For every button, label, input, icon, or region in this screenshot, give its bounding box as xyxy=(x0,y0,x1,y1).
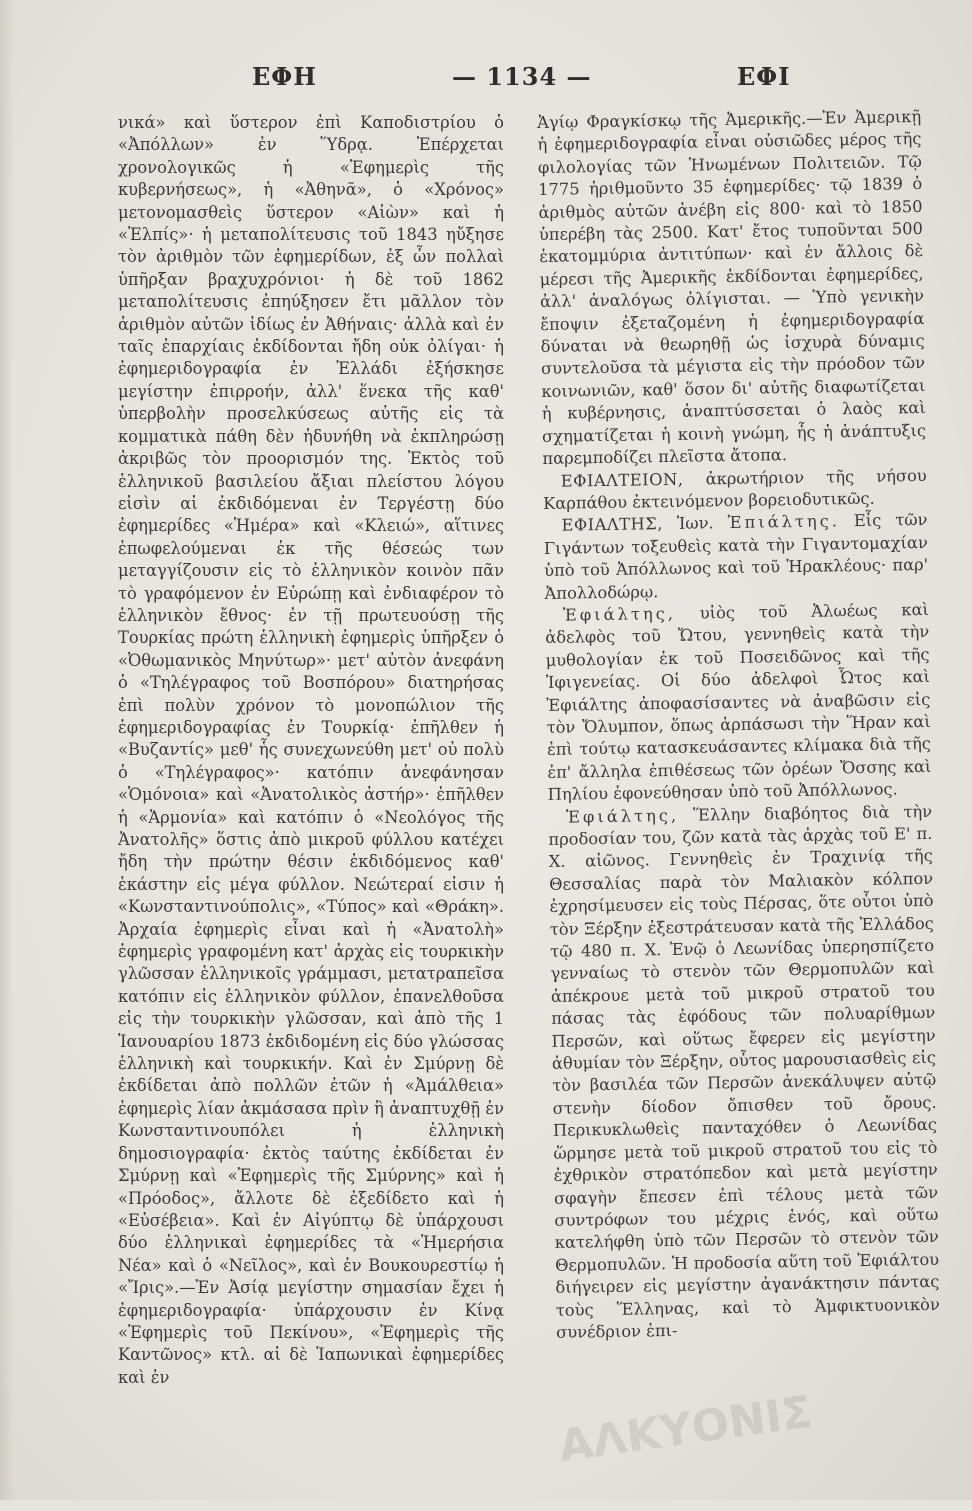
entry-headword: ΕΦΙΑΛΤΗΣ, xyxy=(561,514,664,535)
running-head-right: ΕΦΙ xyxy=(737,62,791,91)
right-column-continuation: Ἁγίῳ Φραγκίσκῳ τῆς Ἀμερικῆς.—Ἐν Ἀμερικῇ ἡ ἐφημεριδογραφία εἶναι οὐσιῶδες μέρος τῆς φιλολογίας τῶν Ἡνωμένων Πολιτειῶν. Τῷ 1775 ἠριθμοῦντο 35 ἐφημερίδες· τῷ 1839 ὁ ἀριθμὸς αὐτῶν ἀνέβη εἰς 800· καὶ τὸ 1850 ὑπερέβη τὰς 2500. Κατ' ἔτος τυποῦνται 500 ἑκατομμύρια ἀντιτύπων· καὶ ἐν ἄλλοις δὲ μέρεσι τῆς Ἀμερικῆς ἐκδίδονται ἐφημερίδες, ἀλλ' ἀναλόγως ὀλίγισται. — Ὑπὸ γενικὴν ἔποψιν ἐξεταζομένη ἡ ἐφημεριδογραφία δύναται νὰ θεωρηθῇ ὡς ἰσχυρὰ δύναμις συντελοῦσα τὰ μέγιστα εἰς τὴν πρόοδον τῶν κοινωνιῶν, καθ' ὅσον δι' αὐτῆς διαφωτίζεται ἡ κυβέρνησις, ἀναπτύσσεται ὁ λαὸς καὶ σχηματίζεται ἡ κοινὴ γνώμη, ἧς ἡ ἀνάπτυξις παρεμποδίζει πλεῖστα ἄτοπα. xyxy=(537,106,927,469)
page-spine-shadow xyxy=(0,0,14,1500)
left-column-text: νικά» καὶ ὕστερον ἐπὶ Καποδιστρίου ὁ «Ἀπόλλων» ἐν Ὕδρᾳ. Ἐπέρχεται χρονολογικῶς ἡ «Ἐφημερὶς τῆς κυβερνήσεως», ἡ «Ἀθηνᾶ», ὁ «Χρόνος» μετονομασθεὶς ὕστερον «Αἰὼν» καὶ ἡ «Ἐλπίς»· ἡ μεταπολίτευσις τοῦ 1843 ηὔξησε τὸν ἀριθμὸν τῶν ἐφημερίδων, ἐξ ὧν πολλαὶ ὑπῆρξαν βραχυχρόνιοι· ἡ δὲ τοῦ 1862 μεταπολίτευσις ἐπηύξησεν ἔτι μᾶλλον τὸν ἀριθμὸν αὐτῶν ἰδίως ἐν Ἀθήναις· ἀλλὰ καὶ ἐν ταῖς ἐπαρχίαις ἐκδίδονται ἤδη οὐκ ὀλίγαι· ἡ ἐφημεριδογραφία ἐν Ἑλλάδι ἐξήσκησε μεγίστην ἐπιρροήν, ἀλλ' ἕνεκα τῆς καθ' ὑπερβολὴν προσελκύσεως αὐτῆς εἰς τὰ κομματικὰ πάθη δὲν ἠδυνήθη νὰ ἐκπληρώσῃ ἀκριβῶς τὸν προορισμόν της. Ἐκτὸς τοῦ ἑλληνικοῦ βασιλείου ἄξιαι πλείστου λόγου εἰσὶν αἱ ἐκδιδόμεναι ἐν Τεργέστῃ δύο ἐφημερίδες «Ἡμέρα» καὶ «Κλειώ», αἵτινες ἐπωφελούμεναι ἐκ τῆς θέσεώς των μεταγγίζουσιν εἰς τὸ ἑλληνικὸν κοινὸν πᾶν τὸ γραφόμενον ἐν Εὐρώπῃ καὶ ἐνδιαφέρον τὸ ἑλληνικὸν ἔθνος· ἐν τῇ πρωτευούσῃ τῆς Τουρκίας πρώτη ἑλληνικὴ ἐφημερὶς ὑπῆρξεν ὁ «Ὀθωμανικὸς Μηνύτωρ»· μετ' αὐτὸν ἀνεφάνη ὁ «Τηλέγραφος τοῦ Βοσπόρου» διατηρήσας ἐπὶ πολὺν χρόνον τὸ μονοπώλιον τῆς ἐφημεριδογραφίας ἐν Τουρκίᾳ· ἐπῆλθεν ἡ «Βυζαντίς» μεθ' ἧς συνεχωνεύθη μετ' οὐ πολὺ ὁ «Τηλέγραφος»· κατόπιν ἀνεφάνησαν «Ὁμόνοια» καὶ «Ἀνατολικὸς ἀστήρ»· ἐπῆλθεν ἡ «Ἁρμονία» καὶ κατόπιν ὁ «Νεολόγος τῆς Ἀνατολῆς» ὅστις ἀπὸ μικροῦ φύλλου κατέχει ἤδη τὴν πρώτην θέσιν ἐκδιδόμενος καθ' ἑκάστην εἰς μέγα φύλλον. Νεώτεραί εἰσιν ἡ «Κωνσταντινούπολις», «Τύπος» καὶ «Θράκη». Ἀρχαία ἐφημερὶς εἶναι καὶ ἡ «Ἀνατολὴ» ἐφημερὶς γραφομένη κατ' ἀρχὰς εἰς τουρκικὴν γλῶσσαν ἑλληνικοῖς γράμμασι, μετατραπεῖσα κατόπιν εἰς ἑλληνικὸν φύλλον, ἐπανελθοῦσα εἰς τὴν τουρκικὴν γλῶσσαν, καὶ ἀπὸ τῆς 1 Ἰανουαρίου 1873 ἐκδιδομένη εἰς δύο γλώσσας ἑλληνικὴ καὶ τουρκικήν. Καὶ ἐν Σμύρνῃ δὲ ἐκδίδεται ἀπὸ πολλῶν ἐτῶν ἡ «Ἀμάλθεια» ἐφημερὶς λίαν ἀκμάσασα πρὶν ἢ ἀναπτυχθῇ ἐν Κωνσταντινουπόλει ἡ ἑλληνικὴ δημοσιογραφία· ἐκτὸς ταύτης ἐκδίδεται ἐν Σμύρνῃ καὶ «Ἐφημερὶς τῆς Σμύρνης» καὶ ἡ «Πρόοδος», ἄλλοτε δὲ ἐξεδίδετο καὶ ἡ «Εὐσέβεια». Καὶ ἐν Αἰγύπτῳ δὲ ὑπάρχουσι δύο ἑλληνικαὶ ἐφημερίδες τὰ «Ἡμερήσια Νέα» καὶ ὁ «Νεῖλος», καὶ ἐν Βουκουρεστίῳ ἡ «Ἴρις».—Ἐν Ἀσίᾳ μεγίστην σημασίαν ἔχει ἡ ἐφημεριδογραφία· ὑπάρχουσιν ἐν Κίνᾳ «Ἐφημερὶς τοῦ Πεκίνου», «Ἐφημερὶς τῆς Καντῶνος» κτλ. αἱ δὲ Ἰαπωνικαὶ ἐφημερίδες καὶ ἐν xyxy=(118,113,504,1387)
entry-body: υἱὸς τοῦ Ἀλωέως καὶ ἀδελφὸς τοῦ Ὤτου, γεννηθεὶς κατὰ τὴν μυθολογίαν ἐκ τοῦ Ποσειδῶνος καὶ τῆς Ἰφιγενείας. Οἱ δύο ἀδελφοὶ Ὦτος καὶ Ἐφιάλτης ἀποφασίσαντες νὰ ἀναβῶσιν εἰς τὸν Ὄλυμπον, ὅπως ἁρπάσωσι τὴν Ἥραν καὶ ἐπὶ τούτῳ κατασκευάσαντες κλίμακα διὰ τῆς ἐπ' ἄλληλα ἐπιθέσεως τῶν ὀρέων Ὄσσης καὶ Πηλίου ἐφονεύθησαν ὑπὸ τοῦ Ἀπόλλωνος. xyxy=(545,599,932,805)
entry-body: ἀκρωτήριον τῆς νήσου Καρπάθου ἐκτεινόμενον βορειοδυτικῶς. xyxy=(542,465,927,513)
entry-efialtis-2 xyxy=(545,599,932,807)
entry-spaced-name: Ἐφιάλτης, xyxy=(562,603,677,625)
right-column xyxy=(537,106,940,1344)
entry-efialtis-1 xyxy=(543,509,928,605)
entry-spaced-name: Ἐπιάλτης. xyxy=(727,511,841,533)
page-header xyxy=(0,62,972,102)
page-number: — 1134 — xyxy=(452,62,592,91)
entry-body: Ἕλλην διαβόητος διὰ τὴν προδοσίαν του, ζῶν κατὰ τὰς ἀρχὰς τοῦ Ε' π. Χ. αἰῶνος. Γεννηθεὶς ἐν Τραχινίᾳ τῆς Θεσσαλίας παρὰ τὸν Μαλιακὸν κόλπον ἐχρησίμευσεν εἰς τοὺς Πέρσας, ὅτε οὗτοι ὑπὸ τὸν Ξέρξην ἐξεστράτευσαν κατὰ τῆς Ἑλλάδος τῷ 480 π. Χ. Ἐνῷ ὁ Λεωνίδας ὑπερησπίζετο γενναίως τὸ στενὸν τῶν Θερμοπυλῶν καὶ ἀπέκρουε μετὰ τοῦ μικροῦ στρατοῦ του πάσας τὰς ἐφόδους τῶν πολυαρίθμων Περσῶν, καὶ οὕτως ἔφερεν εἰς μεγίστην ἀθυμίαν τὸν Ξέρξην, οὗτος μαρουσιασθεὶς εἰς τὸν βασιλέα τῶν Περσῶν ἀνεκάλυψεν αὐτῷ στενὴν δίοδον ὄπισθεν τοῦ ὄρους. Περικυκλωθεὶς πανταχόθεν ὁ Λεωνίδας ὥρμησε μετὰ τοῦ μικροῦ στρατοῦ του εἰς τὸ ἐχθρικὸν στρατόπεδον καὶ μετὰ μεγίστην σφαγὴν ἔπεσεν ἐπὶ τέλους μετὰ τῶν συντρόφων του μέχρις ἑνός, καὶ οὕτω κατελήφθη ὑπὸ τῶν Περσῶν τὸ στενὸν τῶν Θερμοπυλῶν. Ἡ προδοσία αὕτη τοῦ Ἐφιάλτου διήγειρεν εἰς μεγίστην ἀγανάκτησιν πάντας τοὺς Ἕλληνας, καὶ τὸ Ἀμφικτυονικὸν συνέδριον ἐπι- xyxy=(548,801,940,1342)
entry-abbreviation: Ἰων. xyxy=(676,513,714,534)
entry-spaced-name: Ἐφιάλτης, xyxy=(565,805,680,827)
entry-body: Εἷς τῶν Γιγάντων τοξευθεὶς κατὰ τὴν Γιγαντομαχίαν ὑπὸ τοῦ Ἀπόλλωνος καὶ τοῦ Ἡρακλέους· παρ' Ἀπολλοδώρῳ. xyxy=(543,510,929,603)
bleed-through-watermark: ΑΛΚΥΟΝΙΣ xyxy=(555,1386,815,1473)
entry-efialtis-3 xyxy=(548,800,940,1344)
left-column xyxy=(118,112,504,1389)
entry-efialteion xyxy=(543,464,928,515)
entry-headword: ΕΦΙΑΛΤΕΙΟΝ, xyxy=(560,469,684,491)
running-head-left: ΕΦΗ xyxy=(252,62,317,91)
